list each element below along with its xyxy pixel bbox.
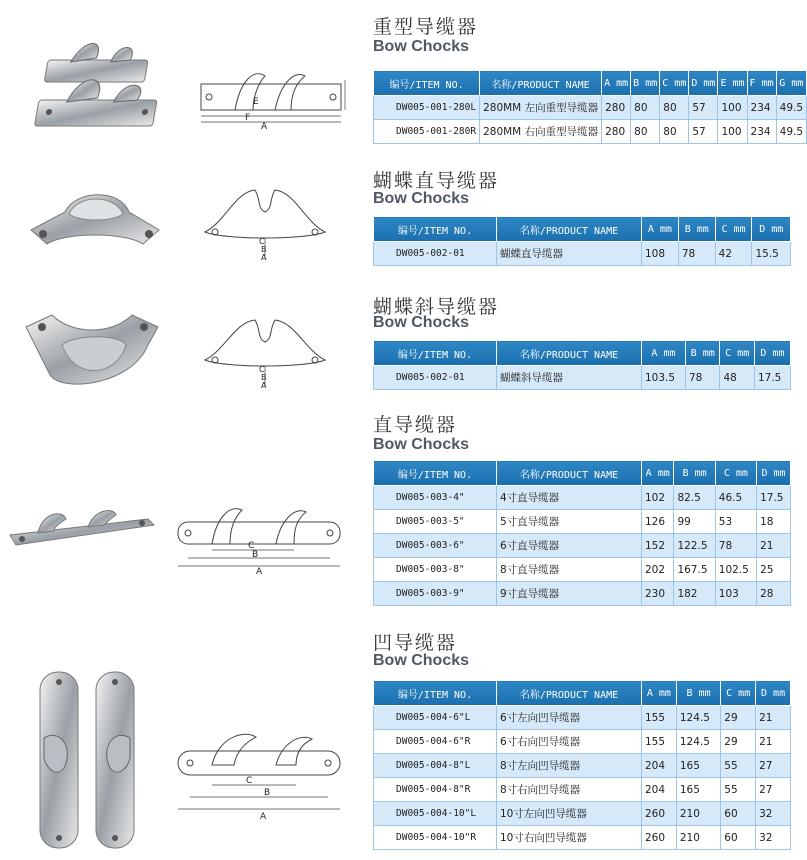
dim-label-c: C [248, 541, 255, 551]
cell-product-name: 8寸右向凹导缆器 [497, 778, 642, 802]
cell-value: 124.5 [676, 730, 720, 754]
cell-value: 78 [685, 366, 720, 390]
col-header: C mm [660, 71, 689, 96]
col-header: 名称/PRODUCT NAME [497, 461, 642, 486]
table-header-row [374, 341, 791, 366]
cell-value: 165 [676, 754, 720, 778]
table-row [374, 826, 791, 850]
product-photo-heavy-chock [30, 38, 170, 138]
section-title-cn: 直导缆器 [373, 414, 458, 436]
dim-label-b: B [252, 550, 259, 560]
table-row [374, 486, 791, 510]
table-row [374, 510, 791, 534]
dim-label-b: B [261, 245, 267, 254]
col-header: A mm [642, 681, 677, 706]
cell-product-name: 280MM 右向重型导缆器 [480, 120, 602, 144]
col-header: A mm [642, 461, 674, 486]
table-row [374, 802, 791, 826]
cell-value: 124.5 [676, 706, 720, 730]
cell-value: 17.5 [757, 486, 791, 510]
col-header: 编号/ITEM NO. [374, 461, 497, 486]
cell-value: 27 [756, 754, 791, 778]
table-header-row [374, 461, 791, 486]
cell-value: 234 [747, 96, 776, 120]
cell-value: 28 [757, 582, 791, 606]
spec-table-straight [373, 460, 791, 606]
cell-value: 167.5 [674, 558, 715, 582]
cell-value: 202 [642, 558, 674, 582]
technical-drawing-straight-chock [172, 500, 352, 580]
section-title-cn: 蝴蝶斜导缆器 [373, 296, 500, 318]
cell-value: 32 [756, 826, 791, 850]
cell-value: 48 [720, 366, 755, 390]
dim-label-a: A [261, 122, 268, 132]
section-title-cn: 凹导缆器 [373, 632, 458, 654]
cell-product-name: 9寸直导缆器 [497, 582, 642, 606]
cell-value: 204 [642, 754, 677, 778]
cell-item-no: DW005-002-01 [374, 366, 497, 390]
cell-item-no: DW005-003-9" [374, 582, 497, 606]
dim-label-c: C [259, 365, 265, 374]
cell-product-name: 6寸左向凹导缆器 [497, 706, 642, 730]
technical-drawing-butterfly-straight [195, 182, 345, 262]
cell-value: 102.5 [715, 558, 756, 582]
table-row [374, 96, 807, 120]
cell-value: 103 [715, 582, 756, 606]
dim-label-a: A [261, 381, 267, 390]
table-row [374, 366, 791, 390]
col-header: D mm [754, 341, 790, 366]
cell-value: 280 [602, 120, 631, 144]
section-title-en: Bow Chocks [373, 652, 470, 669]
cell-value: 100 [718, 96, 747, 120]
col-header: 编号/ITEM NO. [374, 217, 497, 242]
dim-label-f: F [245, 113, 251, 123]
cell-value: 55 [721, 778, 756, 802]
cell-value: 103.5 [642, 366, 686, 390]
cell-item-no: DW005-003-6" [374, 534, 497, 558]
cell-value: 102 [642, 486, 674, 510]
cell-product-name: 10寸右向凹导缆器 [497, 826, 642, 850]
cell-product-name: 280MM 左向重型导缆器 [480, 96, 602, 120]
dim-label-c: C [246, 776, 253, 786]
table-row [374, 582, 791, 606]
col-header: E mm [718, 71, 747, 96]
col-header: A mm [602, 71, 631, 96]
table-header-row [374, 681, 791, 706]
table-row [374, 242, 791, 266]
cell-value: 49.5 [776, 120, 806, 144]
cell-value: 32 [756, 802, 791, 826]
cell-value: 17.5 [754, 366, 790, 390]
table-row [374, 778, 791, 802]
cell-value: 155 [642, 706, 677, 730]
cell-value: 204 [642, 778, 677, 802]
col-header: D mm [757, 461, 791, 486]
table-row [374, 754, 791, 778]
cell-value: 27 [756, 778, 791, 802]
cell-value: 57 [689, 96, 718, 120]
cell-value: 60 [721, 802, 756, 826]
cell-value: 280 [602, 96, 631, 120]
cell-value: 82.5 [674, 486, 715, 510]
cell-value: 21 [757, 534, 791, 558]
table-row [374, 706, 791, 730]
cell-item-no: DW005-004-10"L [374, 802, 497, 826]
product-photo-recessed-chock [30, 668, 160, 853]
cell-product-name: 蝴蝶斜导缆器 [497, 366, 642, 390]
dim-label-b: B [264, 788, 271, 798]
col-header: C mm [721, 681, 756, 706]
col-header: 编号/ITEM NO. [374, 341, 497, 366]
table-row [374, 558, 791, 582]
table-row [374, 120, 807, 144]
spec-table-butterfly-straight [373, 216, 791, 266]
cell-product-name: 4寸直导缆器 [497, 486, 642, 510]
cell-value: 260 [642, 826, 677, 850]
cell-value: 100 [718, 120, 747, 144]
cell-value: 230 [642, 582, 674, 606]
cell-value: 53 [715, 510, 756, 534]
cell-value: 155 [642, 730, 677, 754]
col-header: B mm [678, 217, 715, 242]
col-header: 名称/PRODUCT NAME [480, 71, 602, 96]
cell-value: 122.5 [674, 534, 715, 558]
cell-value: 57 [689, 120, 718, 144]
cell-product-name: 5寸直导缆器 [497, 510, 642, 534]
col-header: C mm [720, 341, 755, 366]
cell-item-no: DW005-001-280L [374, 96, 480, 120]
dim-label-a: A [256, 567, 263, 577]
section-title-en: Bow Chocks [373, 190, 470, 207]
col-header: 名称/PRODUCT NAME [497, 681, 642, 706]
cell-value: 126 [642, 510, 674, 534]
col-header: B mm [631, 71, 660, 96]
cell-value: 260 [642, 802, 677, 826]
cell-item-no: DW005-003-8" [374, 558, 497, 582]
dim-label-a: A [261, 253, 267, 262]
spec-table-heavy [373, 70, 807, 144]
cell-item-no: DW005-004-8"L [374, 754, 497, 778]
cell-value: 99 [674, 510, 715, 534]
technical-drawing-heavy-chock [195, 62, 355, 132]
cell-value: 210 [676, 826, 720, 850]
dim-label-b: B [261, 373, 267, 382]
cell-item-no: DW005-003-4" [374, 486, 497, 510]
section-title-cn: 蝴蝶直导缆器 [373, 170, 500, 192]
cell-item-no: DW005-004-6"L [374, 706, 497, 730]
table-row [374, 730, 791, 754]
cell-value: 80 [660, 120, 689, 144]
product-photo-butterfly-straight [25, 180, 165, 260]
col-header: F mm [747, 71, 776, 96]
cell-item-no: DW005-004-8"R [374, 778, 497, 802]
section-title-en: Bow Chocks [373, 436, 470, 453]
technical-drawing-butterfly-angled [195, 312, 345, 392]
cell-value: 108 [642, 242, 679, 266]
spec-table-recessed [373, 680, 791, 850]
cell-value: 78 [678, 242, 715, 266]
cell-item-no: DW005-004-6"R [374, 730, 497, 754]
cell-value: 182 [674, 582, 715, 606]
cell-value: 21 [756, 706, 791, 730]
cell-product-name: 6寸右向凹导缆器 [497, 730, 642, 754]
table-header-row [374, 217, 791, 242]
cell-product-name: 10寸左向凹导缆器 [497, 802, 642, 826]
col-header: D mm [752, 217, 791, 242]
cell-product-name: 6寸直导缆器 [497, 534, 642, 558]
cell-value: 29 [721, 730, 756, 754]
technical-drawing-recessed-chock [172, 725, 352, 825]
col-header: 名称/PRODUCT NAME [497, 341, 642, 366]
col-header: C mm [715, 217, 752, 242]
section-title-en: Bow Chocks [373, 38, 470, 55]
cell-value: 210 [676, 802, 720, 826]
cell-product-name: 8寸左向凹导缆器 [497, 754, 642, 778]
col-header: 编号/ITEM NO. [374, 681, 497, 706]
cell-value: 80 [631, 120, 660, 144]
col-header: A mm [642, 217, 679, 242]
cell-value: 80 [631, 96, 660, 120]
cell-value: 78 [715, 534, 756, 558]
section-title-cn: 重型导缆器 [373, 16, 479, 38]
cell-item-no: DW005-003-5" [374, 510, 497, 534]
cell-value: 55 [721, 754, 756, 778]
dim-label-a: A [260, 812, 267, 822]
cell-item-no: DW005-001-280R [374, 120, 480, 144]
product-photo-butterfly-angled [22, 305, 162, 400]
cell-value: 21 [756, 730, 791, 754]
cell-value: 152 [642, 534, 674, 558]
product-photo-straight-chock [8, 505, 158, 555]
table-header-row [374, 71, 807, 96]
col-header: A mm [642, 341, 686, 366]
table-row [374, 534, 791, 558]
cell-value: 46.5 [715, 486, 756, 510]
col-header: B mm [685, 341, 720, 366]
cell-value: 42 [715, 242, 752, 266]
col-header: B mm [676, 681, 720, 706]
col-header: G mm [776, 71, 806, 96]
cell-product-name: 8寸直导缆器 [497, 558, 642, 582]
cell-item-no: DW005-002-01 [374, 242, 497, 266]
cell-value: 25 [757, 558, 791, 582]
col-header: D mm [756, 681, 791, 706]
cell-value: 18 [757, 510, 791, 534]
cell-item-no: DW005-004-10"R [374, 826, 497, 850]
col-header: B mm [674, 461, 715, 486]
col-header: 编号/ITEM NO. [374, 71, 480, 96]
cell-value: 49.5 [776, 96, 806, 120]
col-header: C mm [715, 461, 756, 486]
cell-value: 165 [676, 778, 720, 802]
spec-table-butterfly-angled [373, 340, 791, 390]
col-header: D mm [689, 71, 718, 96]
cell-value: 234 [747, 120, 776, 144]
cell-product-name: 蝴蝶直导缆器 [497, 242, 642, 266]
cell-value: 60 [721, 826, 756, 850]
col-header: 名称/PRODUCT NAME [497, 217, 642, 242]
dim-label-e: E [253, 97, 259, 107]
cell-value: 80 [660, 96, 689, 120]
cell-value: 29 [721, 706, 756, 730]
cell-value: 15.5 [752, 242, 791, 266]
dim-label-c: C [259, 237, 265, 246]
section-title-en: Bow Chocks [373, 314, 470, 331]
